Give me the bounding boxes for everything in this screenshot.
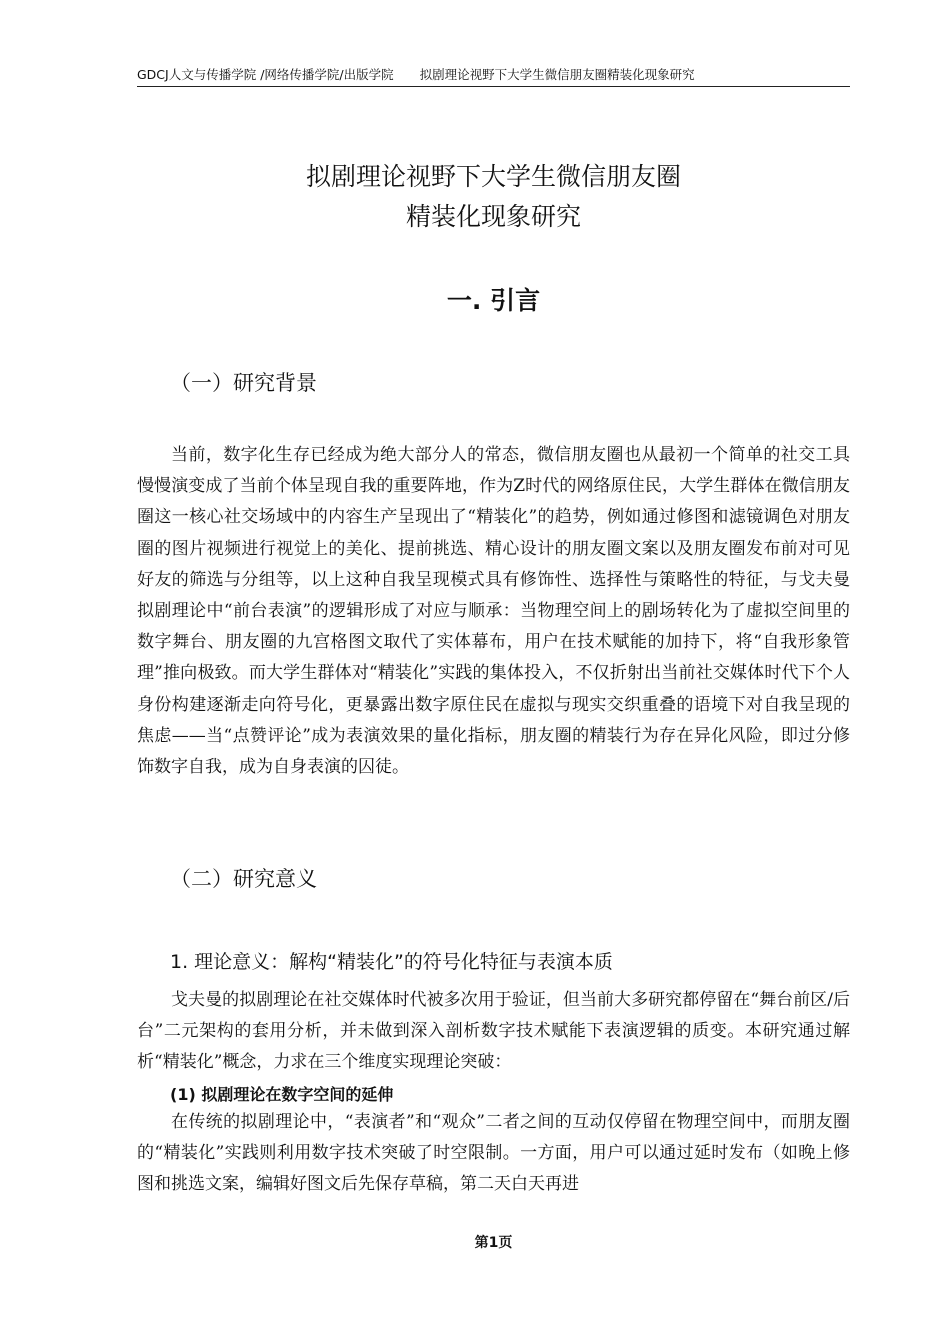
theoretical-paragraph: 戈夫曼的拟剧理论在社交媒体时代被多次用于验证，但当前大多研究都停留在“舞台前区/后台”二元架构的套用分析，并未做到深入剖析数字技术赋能下表演逻辑的质变。本研究通过解析“精装化”概念，力求在三个维度实现理论突破：: [137, 990, 850, 1073]
header-paper-title: 拟剧理论视野下大学生微信朋友圈精装化现象研究: [419, 67, 695, 82]
paper-title-line2: 精装化现象研究: [405, 202, 581, 231]
header-institution: GDCJ人文与传播学院 /网络传播学院/出版学院: [137, 67, 394, 82]
subsection-heading-significance: （二）研究意义: [170, 867, 317, 891]
subsection-heading-background: （一）研究背景: [170, 371, 317, 395]
page-number: 第1页: [474, 1235, 513, 1251]
item-heading-extension: (1) 拟剧理论在数字空间的延伸: [170, 1085, 394, 1104]
point-heading-theoretical: 1. 理论意义：解构“精装化”的符号化特征与表演本质: [170, 951, 613, 973]
section-heading-introduction: 一. 引言: [446, 286, 541, 315]
running-header: [137, 66, 850, 87]
background-paragraph: 当前，数字化生存已经成为绝大部分人的常态，微信朋友圈也从最初一个简单的社交工具慢慢演变成了当前个体呈现自我的重要阵地，作为Z时代的网络原住民，大学生群体在微信朋友圈这一核心社交场域中的内容生产呈现出了“精装化”的趋势，例如通过修图和滤镜调色对朋友圈的图片视频进行视觉上的美化、提前挑选、精心设计的朋友圈文案以及朋友圈发布前对可见好友的筛选与分组等，以上这种自我呈现模式具有修饰性、选择性与策略性的特征，与戈夫曼拟剧理论中“前台表演”的逻辑形成了对应与顺承：当物理空间上的剧场转化为了虚拟空间里的数字舞台、朋友圈的九宫格图文取代了实体幕布，用户在技术赋能的加持下，将“自我形象管理”推向极致。而大学生群体对“精装化”实践的集体投入，不仅折射出当前社交媒体时代下个人身份构建逐渐走向符号化，更暴露出数字原住民在虚拟与现实交织重叠的语境下对自我呈现的焦虑——当“点赞评论”成为表演效果的量化指标，朋友圈的精装行为存在异化风险，即过分修饰数字自我，成为自身表演的囚徒。: [137, 445, 850, 778]
paper-title-line1: 拟剧理论视野下大学生微信朋友圈: [305, 162, 681, 191]
extension-paragraph: 在传统的拟剧理论中，“表演者”和“观众”二者之间的互动仅停留在物理空间中，而朋友圈的“精装化”实践则利用数字技术突破了时空限制。一方面，用户可以通过延时发布（如晚上修图和挑选文案，编辑好图文后先保存草稿，第二天白天再进: [137, 1112, 850, 1195]
